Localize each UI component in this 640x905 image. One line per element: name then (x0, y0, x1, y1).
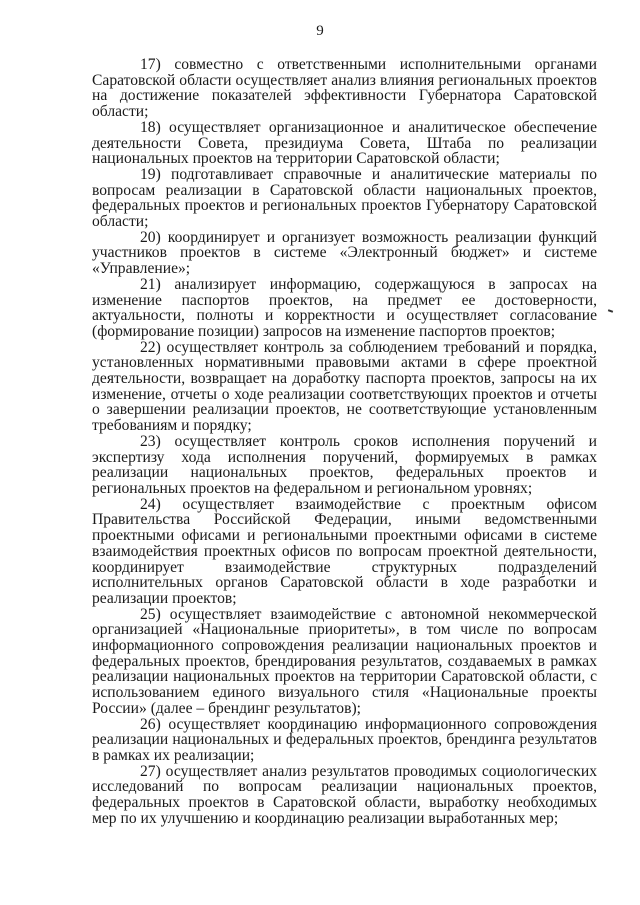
paragraph-27: 27) осуществляет анализ результатов проводимых социологических исследований по вопросам реализации национальных проектов, федеральных проектов в Саратовской области, выработку необходимых мер по их улучшению и координацию реализации выработанных мер; (92, 762, 597, 827)
paragraph-20: 20) координирует и организует возможность реализации функций участников проектов в системе «Электронный бюджет» и системе «Управление»; (92, 228, 597, 278)
paragraph-24: 24) осуществляет взаимодействие с проектным офисом Правительства Российской Федерации, иными ведомственными проектными офисами и региональными проектными офисами в системе взаимодействия проектных офисов по вопросам проектной деятельности, координирует взаимодействие структурных подразделений исполнительных органов Саратовской области в ходе разработки и реализации проектов; (92, 495, 597, 607)
paragraph-21: 21) анализирует информацию, содержащуюся в запросах на изменение паспортов проектов, на предмет ее достоверности, актуальности, полноты и корректности и осуществляет согласование (формирование позиции) запросов на изменение паспортов проектов; (92, 275, 597, 340)
paragraph-17: 17) совместно с ответственными исполнительными органами Саратовской области осуществляет анализ влияния региональных проектов на достижение показателей эффективности Губернатора Саратовской области; (92, 56, 597, 121)
paragraph-18: 18) осуществляет организационное и аналитическое обеспечение деятельности Совета, президиума Совета, Штаба по реализации национальных проектов на территории Саратовской области; (92, 118, 597, 168)
page-number: 9 (316, 23, 324, 39)
scan-speck (608, 309, 613, 313)
document-body (92, 57, 597, 826)
paragraph-19: 19) подготавливает справочные и аналитические материалы по вопросам реализации в Саратовской области национальных проектов, федеральных проектов и региональных проектов Губернатору Саратовской области; (92, 165, 597, 231)
paragraph-26: 26) осуществляет координацию информационного сопровождения реализации национальных и федеральных проектов, брендинга результатов в рамках их реализации; (92, 715, 597, 764)
paragraph-23: 23) осуществляет контроль сроков исполнения поручений и экспертизу хода исполнения поручений, формируемых в рамках реализации национальных проектов, федеральных проектов и региональных проектов на федеральном и региональном уровнях; (92, 432, 597, 497)
paragraph-22: 22) осуществляет контроль за соблюдением требований и порядка, установленных нормативными правовыми актами в сфере проектной деятельности, возвращает на доработку паспорта проектов, запросы на их изменение, отчеты о ходе реализации соответствующих проектов и отчеты о завершении реализации проектов, не соответствующие установленным требованиям и порядку; (92, 338, 597, 435)
paragraph-25: 25) осуществляет взаимодействие с автономной некоммерческой организацией «Национальные приоритеты», в том числе по вопросам информационного сопровождения реализации национальных проектов и федеральных проектов, брендирования результатов, создаваемых в рамках реализации национальных проектов на территории Саратовской области, с использованием единого визуального стиля «Национальные проекты России» (далее – брендинг результатов); (92, 605, 597, 717)
